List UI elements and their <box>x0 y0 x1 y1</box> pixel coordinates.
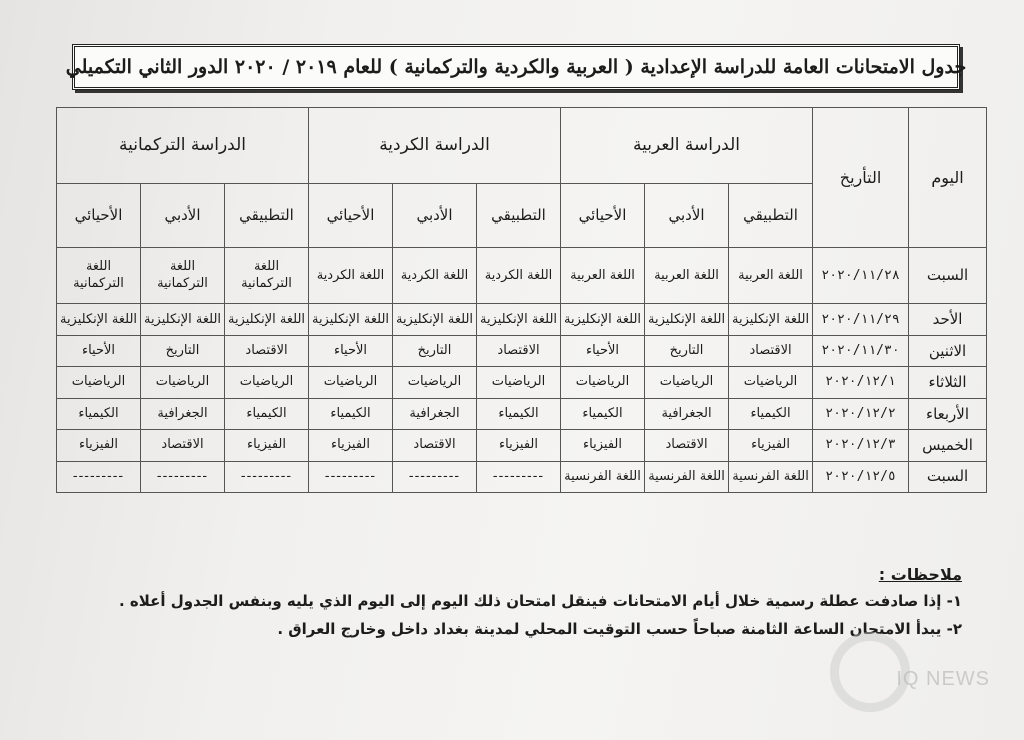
branch-header: الأحيائي <box>57 184 141 248</box>
table-row <box>57 367 987 398</box>
subject-cell: الكيمياء <box>477 398 561 429</box>
day-cell: الثلاثاء <box>909 367 987 398</box>
subject-cell: --------- <box>309 461 393 493</box>
subject-cell: اللغة الفرنسية <box>729 461 813 493</box>
subject-cell: اللغة الكردية <box>477 248 561 304</box>
subject-cell: الفيزياء <box>477 430 561 461</box>
day-cell: الأحد <box>909 304 987 335</box>
table-row <box>57 398 987 429</box>
subject-cell: اللغة العربية <box>561 248 645 304</box>
exam-schedule-table <box>56 107 987 493</box>
subject-cell: الكيمياء <box>225 398 309 429</box>
subject-cell: اللغة الإنكليزية <box>729 304 813 335</box>
branch-header: الأحيائي <box>309 184 393 248</box>
notes-section <box>82 565 962 648</box>
branch-header: التطبيقي <box>729 184 813 248</box>
subject-cell: --------- <box>141 461 225 493</box>
subject-cell: اللغة الإنكليزية <box>57 304 141 335</box>
subject-cell: اللغة الإنكليزية <box>645 304 729 335</box>
subject-cell: التاريخ <box>645 335 729 366</box>
table-row <box>57 248 987 304</box>
subject-cell: اللغة الإنكليزية <box>393 304 477 335</box>
subject-cell: اللغة الفرنسية <box>645 461 729 493</box>
subject-cell: الكيمياء <box>561 398 645 429</box>
subject-cell: الاقتصاد <box>141 430 225 461</box>
subject-cell: الفيزياء <box>729 430 813 461</box>
note-item: ١- إذا صادفت عطلة رسمية خلال أيام الامتحانات فينقل امتحان ذلك اليوم إلى اليوم الذي يليه وبنفس الجدول أعلاه . <box>118 592 962 610</box>
notes-title: ملاحظات : <box>878 565 962 584</box>
subject-cell: الجغرافية <box>393 398 477 429</box>
branch-header: الأدبي <box>141 184 225 248</box>
subject-cell: الرياضيات <box>729 367 813 398</box>
date-cell: ٢٠٢٠/١١/٣٠ <box>813 335 909 366</box>
subject-cell: الكيمياء <box>309 398 393 429</box>
date-cell: ٢٠٢٠/١١/٢٩ <box>813 304 909 335</box>
day-cell: السبت <box>909 248 987 304</box>
subject-cell: اللغة التركمانية <box>57 248 141 304</box>
subject-cell: الاقتصاد <box>477 335 561 366</box>
branch-header: الأحيائي <box>561 184 645 248</box>
subject-cell: اللغة الإنكليزية <box>561 304 645 335</box>
subject-cell: الجغرافية <box>645 398 729 429</box>
day-cell: الخميس <box>909 430 987 461</box>
subject-cell: الفيزياء <box>225 430 309 461</box>
date-cell: ٢٠٢٠/١٢/٣ <box>813 430 909 461</box>
subject-cell: الاقتصاد <box>225 335 309 366</box>
subject-cell: الرياضيات <box>57 367 141 398</box>
subject-cell: الفيزياء <box>57 430 141 461</box>
day-cell: الأربعاء <box>909 398 987 429</box>
date-cell: ٢٠٢٠/١١/٢٨ <box>813 248 909 304</box>
table-row <box>57 335 987 366</box>
subject-cell: الكيمياء <box>729 398 813 429</box>
subject-cell: اللغة التركمانية <box>141 248 225 304</box>
subject-cell: الاقتصاد <box>729 335 813 366</box>
subject-cell: الفيزياء <box>561 430 645 461</box>
group-header-kurdish: الدراسة الكردية <box>309 108 561 184</box>
subject-cell: الرياضيات <box>561 367 645 398</box>
date-cell: ٢٠٢٠/١٢/١ <box>813 367 909 398</box>
branch-header: التطبيقي <box>477 184 561 248</box>
branch-header: الأدبي <box>393 184 477 248</box>
watermark-text: IQ NEWS <box>896 668 990 690</box>
subject-cell: الرياضيات <box>141 367 225 398</box>
subject-cell: اللغة الإنكليزية <box>141 304 225 335</box>
subject-cell: --------- <box>477 461 561 493</box>
subject-cell: اللغة الإنكليزية <box>309 304 393 335</box>
note-item: ٢- يبدأ الامتحان الساعة الثامنة صباحاً حسب التوقيت المحلي لمدينة بغداد داخل وخارج العراق . <box>277 620 962 638</box>
subject-cell: الاقتصاد <box>393 430 477 461</box>
table-row <box>57 430 987 461</box>
date-cell: ٢٠٢٠/١٢/٥ <box>813 461 909 493</box>
subject-cell: الكيمياء <box>57 398 141 429</box>
subject-cell: اللغة التركمانية <box>225 248 309 304</box>
schedule-body <box>57 248 987 493</box>
subject-cell: اللغة الإنكليزية <box>225 304 309 335</box>
group-header-turkmen: الدراسة التركمانية <box>57 108 309 184</box>
subject-cell: الرياضيات <box>225 367 309 398</box>
subject-cell: الأحياء <box>561 335 645 366</box>
subject-cell: --------- <box>225 461 309 493</box>
subject-cell: الرياضيات <box>393 367 477 398</box>
subject-cell: الرياضيات <box>477 367 561 398</box>
subject-cell: التاريخ <box>393 335 477 366</box>
subject-cell: --------- <box>57 461 141 493</box>
date-column-header: التأريخ <box>813 108 909 248</box>
subject-cell: التاريخ <box>141 335 225 366</box>
subject-cell: الأحياء <box>309 335 393 366</box>
subject-cell: الأحياء <box>57 335 141 366</box>
day-column-header: اليوم <box>909 108 987 248</box>
subject-cell: اللغة العربية <box>645 248 729 304</box>
subject-cell: الجغرافية <box>141 398 225 429</box>
day-cell: الاثنين <box>909 335 987 366</box>
subject-cell: الرياضيات <box>309 367 393 398</box>
header-row-groups <box>57 108 987 184</box>
table-row <box>57 304 987 335</box>
subject-cell: اللغة الكردية <box>393 248 477 304</box>
day-cell: السبت <box>909 461 987 493</box>
subject-cell: الرياضيات <box>645 367 729 398</box>
document-title-box <box>65 44 967 90</box>
subject-cell: الاقتصاد <box>645 430 729 461</box>
subject-cell: اللغة الفرنسية <box>561 461 645 493</box>
branch-header: التطبيقي <box>225 184 309 248</box>
subject-cell: اللغة الإنكليزية <box>477 304 561 335</box>
table-row <box>57 461 987 493</box>
subject-cell: اللغة العربية <box>729 248 813 304</box>
date-cell: ٢٠٢٠/١٢/٢ <box>813 398 909 429</box>
subject-cell: الفيزياء <box>309 430 393 461</box>
subject-cell: اللغة الكردية <box>309 248 393 304</box>
document-title: جدول الامتحانات العامة للدراسة الإعدادية ( العربية والكردية والتركمانية ) للعام ٢٠١٩ / ٢٠٢٠ الدور الثاني التكميلي <box>65 56 967 78</box>
branch-header: الأدبي <box>645 184 729 248</box>
group-header-arabic: الدراسة العربية <box>561 108 813 184</box>
subject-cell: --------- <box>393 461 477 493</box>
